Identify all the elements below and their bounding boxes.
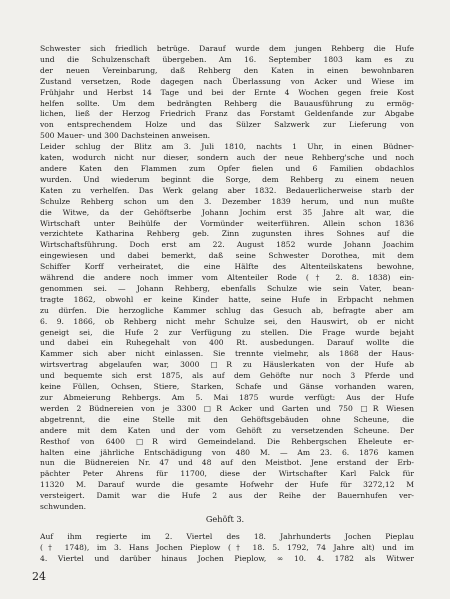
text-line: 6. 9. 1866, ob Rehberg nicht mehr Schulze sei, den Hauswirt, ob er nicht [40, 316, 414, 326]
paragraph-2 [40, 142, 414, 513]
text-line: zur Abmeierung Rehbergs. Am 5. Mai 1875 wurde verfügt: Aus der Hufe [40, 393, 414, 402]
text-line: keine Füllen, Ochsen, Stiere, Starken, Schafe und Gänse vorhanden waren, [40, 382, 414, 392]
text-line: lichen, ließ der Herzog Friedrich Franz das Forstamt Geldenfande zur Abgabe [40, 109, 414, 119]
text-line: Auf ihm regierte im 2. Viertel des 18. Jahrhunderts Jochen Pieplau [40, 532, 414, 541]
text-line: wurden. Und wiederum beginnt die Sorge, dem Rehberg zu einem neuen [40, 174, 414, 184]
text-line: tragte 1862, obwohl er keine Kinder hatte, seine Hufe in Erbpacht nehmen [40, 294, 414, 304]
paragraph-1 [40, 44, 414, 142]
text-line: abgetrennt, die eine Stelle mit den Gehöftsgebäuden ohne Scheune, die [40, 414, 414, 424]
text-line: andere mit dem Katen und der vom Gehöft zu versetzenden Scheune. Der [40, 425, 414, 435]
text-line: Wirtschaftsführung. Doch erst am 22. August 1852 wurde Johann Joachim [40, 240, 414, 250]
text-line: helfen sollte. Um dem bedrängten Rehberg die Bauausführung zu ermög- [40, 98, 414, 108]
text-line: halten eine jährliche Entschädigung von 480 M. — Am 23. 6. 1876 kamen [40, 447, 414, 457]
text-line: Zustand versetzen, Rode dagegen nach Überlassung von Acker und Wiese im [40, 76, 414, 86]
text-line: geneigt sei, die Hufe 2 zur Verfügung zu stellen. Die Frage wurde bejaht [40, 327, 414, 337]
text-line: während die andere noch immer vom Altenteiler Rode († 2. 8. 1838) ein- [40, 273, 414, 283]
section-heading: Gehöft 3. [205, 514, 245, 524]
text-line: zu dürfen. Die herzogliche Kammer schlug das Gesuch ab, befragte aber am [40, 305, 414, 315]
text-line: wirtsvertrag abgelaufen war, 3000 □R zu Häuslerkaten von der Hufe ab [40, 360, 414, 370]
text-line: Schwester sich friedlich betrüge. Darauf wurde dem jungen Rehberg die Hufe [40, 44, 414, 53]
text-line: Katen zu verhelfen. Das Werk gelang aber 1832. Bedauerlicherweise starb der [40, 185, 414, 195]
text-line: Kammer sich aber nicht einlassen. Sie trennte vielmehr, als 1868 der Haus- [40, 349, 414, 359]
text-line: die Witwe, da der Gehöftserbe Johann Jochim erst 35 Jahre alt war, die [40, 207, 414, 217]
text-line: († 1748), im 3. Hans Jochen Pieplow († 18. 5. 1792, 74 Jahre alt) und im [40, 542, 414, 552]
text-line: 4. Viertel und darüber hinaus Jochen Pieplow, ∞ 10. 4. 1782 als Witwer [40, 553, 414, 563]
body-text [40, 44, 414, 513]
text-line: der neuen Vereinbarung, daß Rehberg den Katen in einen bewohnbaren [40, 65, 414, 75]
text-line: Schulze Rehberg schon um den 3. Dezember 1839 herum, und nun mußte [40, 196, 414, 206]
text-line: katen, wodurch nicht nur dieser, sondern auch der neue Rehberg'sche und noch [40, 153, 414, 163]
text-line: Frühjahr und Herbst 14 Tage und bei der Ernte 4 Wochen gegen freie Kost [40, 87, 414, 97]
text-line: eingewiesen und dabei bemerkt, daß seine Schwester Dorothea, mit dem [40, 251, 414, 261]
text-line: verzichtete Katharina Rehberg geb. Zinn zugunsten ihres Sohnes auf die [40, 229, 414, 239]
text-line: Resthof von 6400 □R wird Gemeindeland. Die Rehbergschen Eheleute er- [40, 436, 414, 446]
text-line: versteigert. Damit war die Hufe 2 aus der Reihe der Bauernhufen ver- [40, 491, 414, 501]
text-line: und die Schulzenschaft übergeben. Am 16. September 1803 kam es zu [40, 54, 414, 64]
text-line: Leider schlug der Blitz am 3. Juli 1810, nachts 1 Uhr, in einen Büdner- [40, 142, 414, 152]
text-line: andere Katen den Flammen zum Opfer fielen und 6 Familien obdachlos [40, 163, 414, 173]
text-line: pächter Peter Ahrens für 11700, diese der Wirtschafter Karl Falck für [40, 469, 414, 479]
text-line: werden 2 Büdnereien von je 3300 □R Acker und Garten und 750 □R Wiesen [40, 403, 414, 413]
text-line: nun die Büdnereien Nr. 47 und 48 auf den Meistbot. Jene erstand der Erb- [40, 458, 414, 468]
text-line: genommen sei. — Johann Rehberg, ebenfalls Schulze wie sein Vater, bean- [40, 283, 414, 293]
page-number: 24 [32, 570, 46, 583]
text-line: Schiffer Korff verheiratet, die eine Hälfte des Altenteilskatens bewohne, [40, 262, 414, 272]
text-line: 11320 M. Darauf wurde die gesamte Hofwehr der Hufe für 3272,12 M [40, 480, 414, 490]
text-line: Wirtschaft unter Beihülfe der Vormünder weiterführen. Allein schon 1836 [40, 218, 414, 228]
text-line: und bequemte sich erst 1875, als auf dem Gehöfte nur noch 3 Pferde und [40, 371, 414, 381]
text-line: von entsprechendem Holze und das Sülzer Salzwerk zur Lieferung von [40, 120, 414, 130]
text-line: schwunden. [40, 502, 86, 512]
paragraph-3 [40, 532, 414, 565]
text-line: und dabei ein Ruhegehalt von 400 Rt. ausbedungen. Darauf wollte die [40, 338, 414, 348]
text-line: 500 Mauer- und 300 Dachsteinen anweisen. [40, 131, 211, 141]
